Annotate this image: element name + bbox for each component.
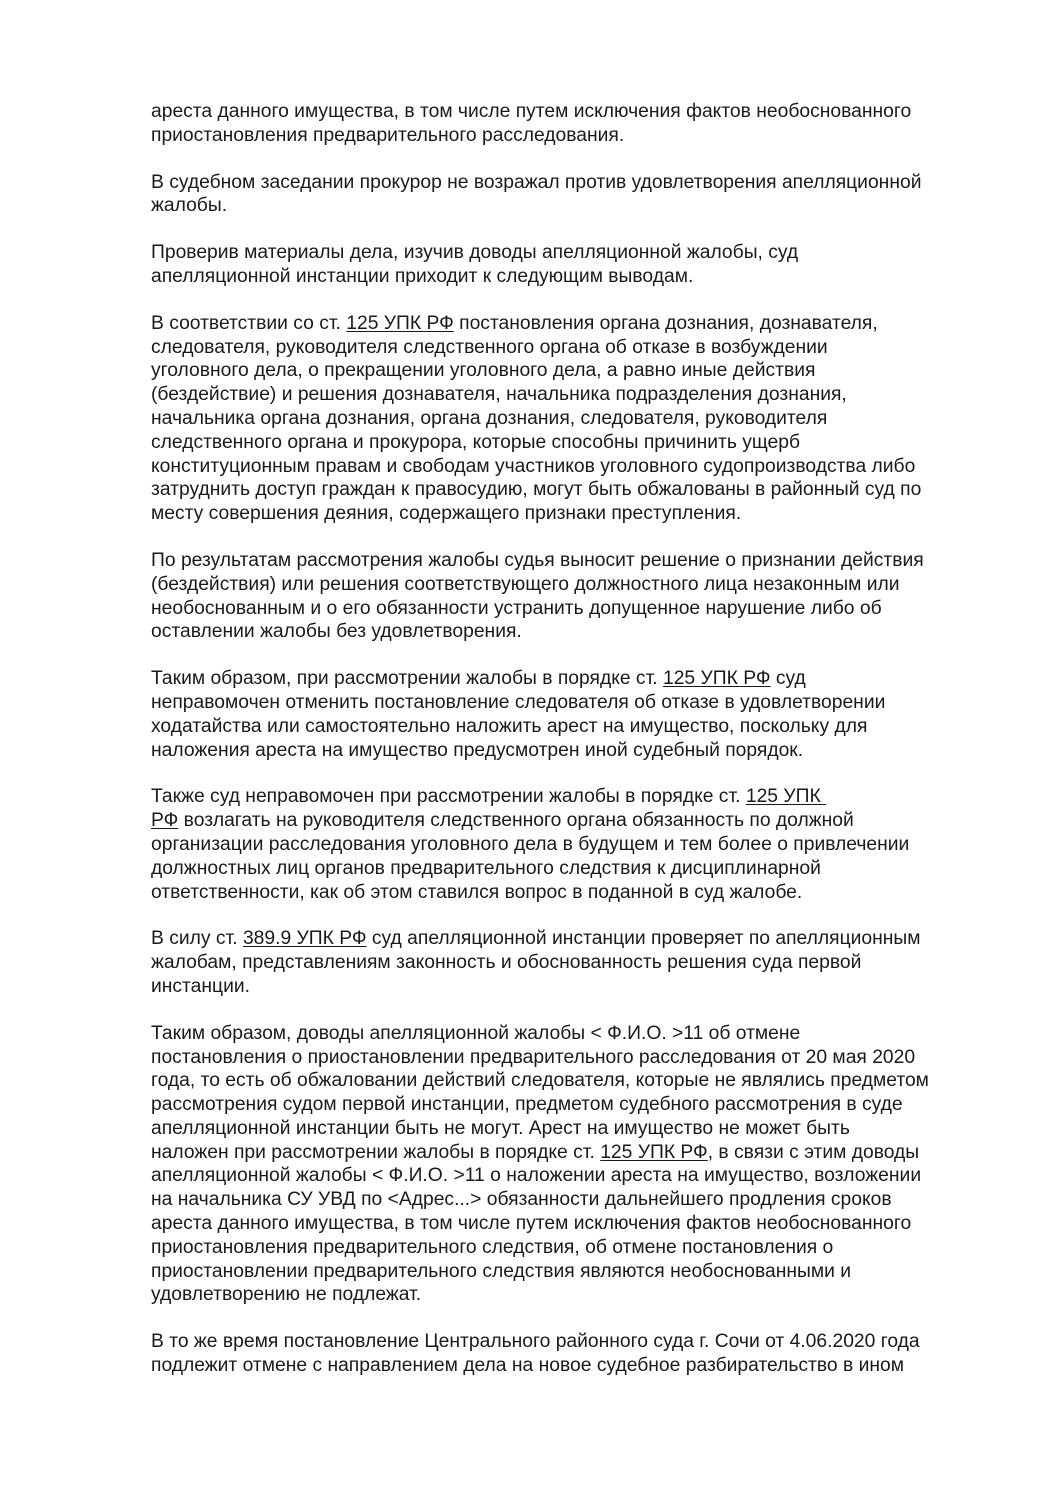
text-line: жалобам, представлениям законность и обоснованность решения суда первой xyxy=(151,952,862,974)
text-fragment: В силу ст. xyxy=(151,928,243,950)
text-line: апелляционной инстанции приходит к следующим выводам. xyxy=(151,265,694,287)
text-line: ареста данного имущества, в том числе путем исключения фактов необоснованного xyxy=(151,101,912,122)
text-line: ареста данного имущества, в том числе путем исключения фактов необоснованного xyxy=(151,1213,912,1235)
text-line: В судебном заседании прокурор не возражал против удовлетворения апелляционной xyxy=(151,171,922,193)
text-line: следственного органа и прокурора, которые способны причинить ущерб xyxy=(151,431,800,453)
text-line: ходатайства или самостоятельно наложить арест на имущество, поскольку для xyxy=(151,715,868,737)
text-line: В то же время постановление Центрального районного суда г. Сочи от 4.06.2020 года xyxy=(151,1331,920,1353)
text-line: приостановлении предварительного следствия являются необоснованными и xyxy=(151,1260,852,1282)
text-line: затруднить доступ граждан к правосудию, могут быть обжалованы в районный суд по xyxy=(151,479,922,501)
text-line: начальника органа дознания, органа дознания, следователя, руководителя xyxy=(151,407,828,429)
text-fragment: суд апелляционной инстанции проверяет по апелляционным xyxy=(366,928,921,950)
text-line: уголовного дела, о прекращении уголовного дела, а равно иные действия xyxy=(151,360,816,382)
paragraph-9 xyxy=(151,1022,991,1308)
text-line: следователя, руководителя следственного органа об отказе в возбуждении xyxy=(151,336,828,358)
text-line: месту совершения деяния, содержащего признаки преступления. xyxy=(151,503,742,525)
text-line: удовлетворению не подлежат. xyxy=(151,1284,422,1306)
text-fragment: Также суд неправомочен при рассмотрении жалобы в порядке ст. xyxy=(151,786,746,808)
text-fragment: Таким образом, при рассмотрении жалобы в порядке ст. xyxy=(151,668,663,690)
text-line xyxy=(151,927,991,951)
text-line xyxy=(151,809,991,833)
text-line: (бездействие) и решения дознавателя, начальника подразделения дознания, xyxy=(151,384,847,406)
text-line: апелляционной инстанции быть не могут. Арест на имущество не может быть xyxy=(151,1117,850,1139)
paragraph-8 xyxy=(151,927,991,998)
paragraph-2 xyxy=(151,171,991,219)
text-line: наложения ареста на имущество предусмотрен иной судебный порядок. xyxy=(151,739,804,761)
paragraph-6 xyxy=(151,667,991,762)
text-line: ответственности, как об этом ставился вопрос в поданной в суд жалобе. xyxy=(151,881,803,903)
text-fragment: , в связи с этим доводы xyxy=(707,1141,920,1163)
text-line xyxy=(151,312,991,336)
text-fragment: постановления органа дознания, дознавателя, xyxy=(453,312,878,334)
text-line: жалобы. xyxy=(151,195,228,217)
document-page xyxy=(151,100,991,1401)
text-line xyxy=(151,1141,991,1165)
text-line: года, то есть об обжаловании действий следователя, которые не являлись предметом xyxy=(151,1070,929,1092)
text-fragment: наложен при рассмотрении жалобы в порядке ст. xyxy=(151,1141,601,1163)
paragraph-4 xyxy=(151,312,991,526)
text-line: По результатам рассмотрения жалобы судья выносит решение о признании действия xyxy=(151,549,924,571)
text-line: должностных лиц органов предварительного следствия к дисциплинарной xyxy=(151,857,821,879)
law-article-link[interactable]: 125 УПК РФ xyxy=(600,1141,708,1163)
text-line: апелляционной жалобы < Ф.И.О. >11 о наложении ареста на имущество, возложении xyxy=(151,1165,922,1187)
text-line: оставлении жалобы без удовлетворения. xyxy=(151,621,522,643)
text-fragment: В соответствии со ст. xyxy=(151,312,347,334)
text-line: Проверив материалы дела, изучив доводы апелляционной жалобы, суд xyxy=(151,242,799,264)
law-article-link[interactable]: РФ xyxy=(151,810,179,832)
paragraph-1 xyxy=(151,100,991,148)
paragraph-5 xyxy=(151,549,991,644)
text-line xyxy=(151,667,991,691)
text-fragment: возлагать на руководителя следственного органа обязанность по должной xyxy=(178,810,854,832)
text-line: инстанции. xyxy=(151,975,250,997)
text-line: организации расследования уголовного дела в будущем и тем более о привлечении xyxy=(151,833,910,855)
text-fragment: суд xyxy=(770,668,806,690)
text-line: неправомочен отменить постановление следователя об отказе в удовлетворении xyxy=(151,691,886,713)
text-line: конституционным правам и свободам участников уголовного судопроизводства либо xyxy=(151,455,916,477)
text-line: (бездействия) или решения соответствующего должностного лица незаконным или xyxy=(151,573,900,595)
text-line: приостановления предварительного следствия, об отмене постановления о xyxy=(151,1236,834,1258)
text-line: постановления о приостановлении предварительного расследования от 20 мая 2020 xyxy=(151,1046,916,1068)
text-line: необоснованным и о его обязанности устранить допущенное нарушение либо об xyxy=(151,597,882,619)
text-line: рассмотрения судом первой инстанции, предметом судебного рассмотрения в суде xyxy=(151,1094,903,1116)
law-article-link[interactable]: 125 УПК РФ xyxy=(662,668,771,690)
paragraph-10 xyxy=(151,1330,991,1378)
text-line: подлежит отмене с направлением дела на новое судебное разбирательство в ином xyxy=(151,1355,904,1377)
text-line: Таким образом, доводы апелляционной жалобы < Ф.И.О. >11 об отмене xyxy=(151,1022,801,1044)
law-article-link[interactable]: 389.9 УПК РФ xyxy=(242,928,367,950)
law-article-link[interactable]: 125 УПК РФ xyxy=(346,312,454,334)
text-line: на начальника СУ УВД по <Адрес...> обязанности дальнейшего продления сроков xyxy=(151,1189,892,1211)
paragraph-3 xyxy=(151,241,991,289)
text-line xyxy=(151,785,991,809)
paragraph-7 xyxy=(151,785,991,904)
text-line: приостановления предварительного расследования. xyxy=(151,124,625,146)
law-article-link[interactable]: 125 УПК xyxy=(745,786,827,808)
